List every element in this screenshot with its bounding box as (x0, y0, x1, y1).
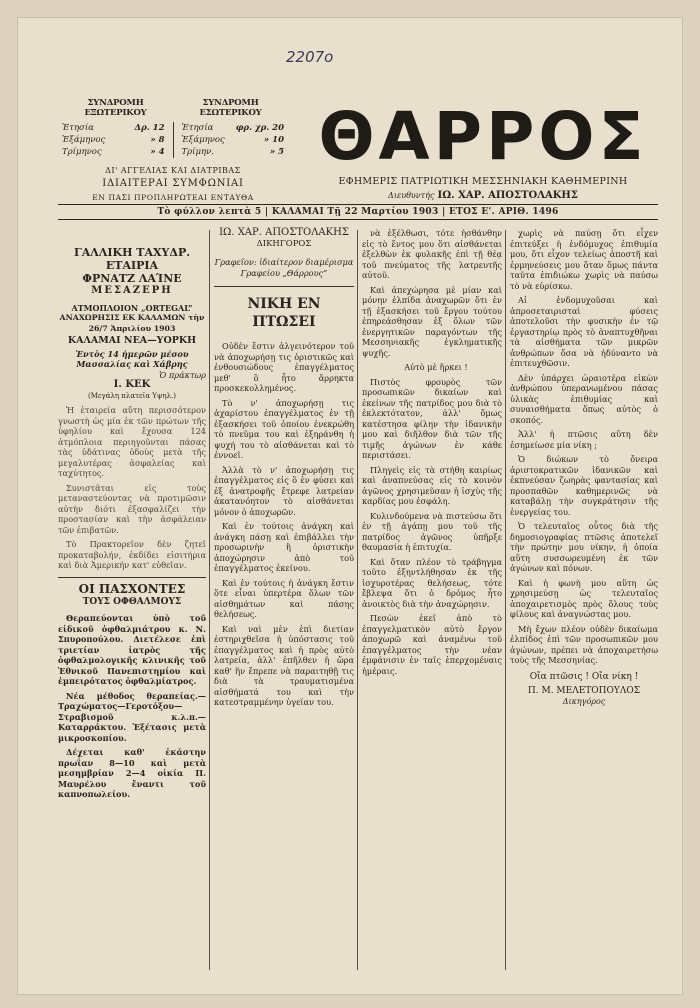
ad-agent: Ι. ΚΕΚ (113, 379, 151, 390)
newspaper-subtitle: ΕΦΗΜΕΡΙΣ ΠΑΤΡΙΩΤΙΚΗ ΜΕΣΣΗΝΙΑΚΗ ΚΑΘΗΜΕΡΙΝΗ (338, 176, 628, 187)
article-paragraph: Αὐτὸ μὲ ἤρκει ! (404, 362, 468, 372)
article-closing: Οἴα πτῶσις ! Οἴα νίκη ! (529, 671, 639, 682)
article-headline: ΝΙΚΗ ΕΝ ΠΤΩΣΕΙ (247, 296, 321, 330)
editor-name: ΙΩ. ΧΑΡ. ΑΠΟΣΤΟΛΑΚΗΣ (437, 190, 578, 201)
ad-title: ΓΑΛΛΙΚΗ ΤΑΧΥΔΡ. ΕΤΑΙΡΙΑ (73, 246, 191, 272)
article-paragraph: Πληγεὶς εἰς τὰ στήθη καιρίως καὶ ἀναπνεύσας εἰς τὸ κοινὸν ἀγῶνος χρησιμεῦσαν ἡ ἰσχὺς τῆς καρδίας μου ἐσφάλη. (362, 464, 502, 506)
article-body: Δέχεται καθ' ἑκάστην πρωΐαν 8—10 καὶ μετὰ μεσημβρίαν 2—4 οἰκία Π. Μαυρέλου ἔναντι τοῦ καπνοπωλείου. (58, 747, 206, 799)
article-body: Νέα μέθοδος θεραπείας.—Τραχώματος—Γεροτόξου—Στραβισμοῦ κ.λ.π.—Καταρράκτου. Ἐξέτασις μετὰ μικροσκοπίου. (58, 690, 206, 743)
column-1 (58, 228, 206, 804)
article-paragraph: Πιστὸς φρουρὸς τῶν προσωπικῶν δικαίων καὶ ἐκείνων τῆς πατρίδος μου διὰ τὸ ἐκλεκτότατον, ἀλλ' ὅμως κατέστησα φίλην τὴν ἰδανικὴν μου καὶ διῆλθον διὰ τῶν τῆς τιμῆς ἀγώνων ἐν κάθε περιστάσει. (362, 376, 502, 460)
article-paragraph: Τὸ ν' ἀποχωρήσῃ τις ἀχαρίστου ἐπαγγέλματος ἐν τῇ ἐξασκήσει τοῦ ὁποίου ἐνεκρώθη τὸ πνεῦμα του καὶ ἐξηράνθη ἡ ψυχή του τὸ αἰσθάνεται καὶ τὸ ἐννοεῖ. (214, 397, 354, 460)
ad-body: Ἡ ἑταιρεία αὕτη περισσότερον γνωστὴ ὡς μία ἐκ τῶν πρώτων τῆς ὑφηλίου καὶ ἔχουσα 124 ἀτμόπλοια περιηγοῦνται πάσας τὰς ὑδάτινας ὁδοὺς μετὰ τῆς μεγαλυτέρας ἀσφαλείας καὶ ταχύτητος. (58, 405, 206, 478)
subscription-rates (58, 122, 288, 158)
subscription-box (58, 98, 288, 202)
article-paragraph: Πεσὼν ἐκεῖ ἀπὸ τὸ ἐπαγγελματικὸν αὐτὸ ἔργον ἀποχωρῶ καὶ ἀναμένω τοῦ ἐπαγγέλματος τὴν νέαν ἐμφάνισιν ἐν ταῖς ἐπερχομέναις ἡμέραις. (362, 613, 502, 676)
article-paragraph: Καὶ ἐν τούτοις ἡ ἀνάγκη ἔστιν ὅτε εἶναι ὑπερτέρα ὅλων τῶν αἰσθημάτων καὶ πάσης θελήσεως. (214, 577, 354, 619)
article-paragraph: Ὁ τελευταῖος οὗτος διὰ τῆς δημοσιογραφίας πτῶσις ἀποτελεῖ τὴν πρώτην μου νίκην, ἡ ὁποία αὕτη συσσωρευμένη ἐκ τῶν ἀγώνων καὶ πόνων. (510, 521, 658, 573)
lawyer-office: Γραφεῖον: ἰδιαίτερον διαμέρισμα Γραφείου „Θάρρους” (214, 257, 354, 278)
article-paragraph: Καὶ ὅταν πλέον τὸ τράβηγμα τοῦτο ἐξηντλήθησαν ἐκ τῆς ἰσχυροτέρας θελήσεως, τότε ἔβλεψα ὅτι ὁ δρόμος ἦτο ἀνοικτὸς διὰ τὴν ἀναχώρησιν. (362, 556, 502, 609)
rate-row: Ἑξάμηνος » 8 (62, 135, 165, 145)
rate-row: Τρίμην. » 5 (181, 147, 284, 157)
article-paragraph: Καὶ ἀπεχώρησα μὲ μίαν καὶ μόνην ἐλπίδα ἀναχωρῶν ὅτι ἐν τῇ ἐξασκήσει τοῦ ἔργου τούτου ἐπηρεάσθησαν ἐξ ὅλων τῶν ἐνεργητικῶν παραγόντων τῆς Μεσσηνιακῆς ἐγκληματικῆς ψυχῆς. (362, 284, 502, 358)
subscription-internal-heading: ΣΥΝΔΡΟΜΗ ΕΣΩΤΕΡΙΚΟΥ (199, 98, 262, 118)
rates-divider (173, 122, 174, 158)
column-4 (510, 228, 658, 707)
article-paragraph: Μὴ ἔχων πλέον οὐδὲν δικαίωμα ἐλπίδος ἐπὶ τῶν προσωπικῶν μου ἀγώνων, πρέπει νὰ ἀποχαιρετήσω τοὺς τῆς Μεσσηνίας. (510, 623, 658, 665)
signature-role: Δικηγόρος (562, 696, 606, 706)
article-paragraph: νὰ ἐξέλθωσι, τότε ἠσθάνθην εἰς τὸ ἔντος μου ὅτι αἰσθάνεται ἐξελθὼν ἐκ φυλακῆς ἐπὶ τῇ θέᾳ τοῦ πνεύματος τῆς λατρευτῆς αὐτοῦ. (362, 228, 502, 280)
rates-internal (178, 122, 289, 158)
article-paragraph: Ὁ διώκων τὸ ὄνειρα ἀριστοκρατικῶν ἰδανικῶν καὶ ἐκπνεύσαν ζωηρὰς φαντασίας καὶ προσπαθῶν καθημερινῶς νὰ καταβάλῃ τὴν συγκράτησιν τῆς ἐνεργείας του. (510, 454, 658, 517)
ad-subtitle: ΜΕΣΑΖΕΡΗ (91, 285, 173, 296)
rate-row: Τρίμηνος » 4 (62, 147, 165, 157)
ad-agent-label: Ὁ πράκτωρ (159, 369, 206, 380)
article-title: ΟΙ ΠΑΣΧΟΝΤΕΣ (78, 581, 186, 596)
article-paragraph: Δὲν ὑπάρχει ὡραιοτέρα εἰκὼν ἀνθρώπου ὑπερανωμένου πάσας ὑλικὰς ἐπιθυμίας καὶ συναισθήματα ὅπως αὐτὸς ὁ σκοπός. (510, 372, 658, 425)
rates-external (58, 122, 169, 158)
ad-body: Τὸ Πρακτορεῖον δὲν ζητεῖ προκαταβολήν, ἐκδίδει εἰσιτήρια καὶ διὰ Ἀμερικήν κατ' εὐθεῖαν. (58, 539, 206, 570)
ads-notice: ΔΙ' ΑΓΓΕΛΙΑΣ ΚΑΙ ΔΙΑΤΡΙΒΑΣ ΙΔΙΑΙΤΕΡΑΙ ΣΥΜΦΩΝΙΑΙ ΕΝ ΠΑΣΙ ΠΡΟΠΛΗΡΩΤΕΑΙ ΕΝΤΑΥΘΑ (92, 166, 254, 202)
article-paragraph: Καὶ ναὶ μὲν ἐπὶ διετίαν ἐστηριχθεῖσα ἡ ὑπόστασις τοῦ ἐπαγγέλματος καὶ ἡ πρὸς αὐτὸ λατρεία, ἀλλ' ἐπῆλθεν ἡ ὥρα καθ' ἣν ἔπρεπε νὰ παραιτηθῇ τις διὰ τὰ τραυματισμένα αἰσθήματά του καὶ τὴν κατεστραμμένην ὑγείαν του. (214, 623, 354, 707)
article-paragraph: Καὶ ἐν τούτοις ἀνάγκη καὶ ἀνάγκη πάσῃ καὶ ἐπιβάλλει τὴν προσωρινὴν ἢ ὁριστικὴν ἀποχώρησιν ἀπὸ τοῦ ἐπαγγέλματος ἐκείνου. (214, 521, 354, 573)
column-3 (362, 228, 502, 680)
dateline: Τὸ φύλλον λεπτὰ 5 | ΚΑΛΑΜΑΙ Τῇ 22 Μαρτίου 1903 | ΕΤΟΣ Ε'. ΑΡΙΘ. 1496 (58, 204, 658, 220)
ad-departure: ΑΝΑΧΩΡΗΣΙΣ ΕΚ ΚΑΛΑΜΩΝ τὴν 26/7 Ἀπριλίου 1903 (59, 313, 205, 333)
article-paragraph: Καὶ ἡ φωνὴ μου αὕτη ὡς χρησιμεύσῃ ὡς τελευταῖος ἀποχαιρετισμὸς πρὸς ὅλους τοὺς φίλους καὶ ἀναγνώστας μου. (510, 577, 658, 619)
rate-row: Ἐτησία Δρ. 12 (62, 123, 165, 133)
article-paragraph: Ἀλλ' ἡ πτῶσις αὕτη δὲν ἐσημείωσε μία νίκη ; (510, 429, 658, 450)
column-rule (209, 230, 210, 970)
article-subtitle: ΤΟΥΣ ΟΦΘΑΛΜΟΥΣ (82, 596, 182, 607)
article-paragraph: Αἱ ἐνδομυχοῦσαι καὶ ἀπροσεταιρισταὶ φύσεις ἀποτελοῦσι τὴν φυσικὴν ἐν τῷ ἐργαστηρίῳ πρὸς τὸ ἀναπτυχθῆναι τὰ αἰσθήματα τῶν μικρῶν ἀνθρώπων ὅσα νὰ ἠδύναντο νὰ ἐπιτευχθῶσιν. (510, 295, 658, 368)
rate-row: Ἐτησία φρ. χρ. 20 (181, 123, 284, 133)
ad-via: Ἐντὸς 14 ἡμερῶν μέσου Μασσαλίας καὶ Χάβρης (75, 348, 189, 369)
column-rule (505, 230, 506, 970)
newspaper-page (18, 18, 682, 994)
rate-row: Ἑξάμηνος » 10 (181, 135, 284, 145)
subscription-external-heading: ΣΥΝΔΡΟΜΗ ΕΞΩΤΕΡΙΚΟΥ (84, 98, 147, 118)
editor-line (308, 190, 658, 201)
ad-body: Συνιστᾶται εἰς τοὺς μεταναστεύοντας νὰ προτιμῶσιν αὐτὴν διότι ἐξασφαλίζει τὴν προστασίαν καὶ τὴν ἀσφάλειαν τῶν ἐπιβατῶν. (58, 482, 206, 535)
article-paragraph: Οὐδὲν ἔστιν ἀλγεινότερον τοῦ νὰ ἀποχωρήσῃ τις ὁριστικῶς καὶ ἐνθουσιώδους ἐπαγγέλματος μεθ' ὃ ἦτο ἄρρηκτα προσκεκολλημένος. (214, 341, 354, 393)
article-paragraph: χωρὶς νὰ παύσῃ ὅτι εἶχεν ἐπιτεύξει ἡ ἐνδόμυχος ἐπιθυμία μου, ὅτι εἶχον τελείως ἀποστῆ καὶ ἐρμηνεύσεις μου ὅταν ὅμως πάντα ταῦτα ἐπιδιώκω χωρὶς νὰ παύσω τὸ νὰ εὑρίσκω. (510, 228, 658, 291)
ad-agent-note: (Μεγάλη πλατεῖα Υψηλ.) (88, 391, 176, 400)
column-rule (357, 230, 358, 970)
article-paragraph: Ἀλλὰ τὸ ν' ἀποχωρήσῃ τις ἐπαγγέλματος εἰς ὃ ἐν φύσει καὶ ἐξ ἀνατροφῆς ἔτρεφε λατρείαν ἀκατανόητον τὸ αἰσθάνεται μόνον ὁ ἀποχωρῶν. (214, 464, 354, 517)
editor-label: Διευθυντής (388, 191, 435, 200)
ad-ship: ΑΤΜΟΠΛΟΙΟΝ „ORTEGAL” (71, 302, 193, 313)
lawyer-title: ΔΙΚΗΓΟΡΟΣ (256, 238, 312, 249)
handwritten-archive-number: 2207ο (286, 48, 334, 66)
column-2 (214, 228, 354, 712)
article-body: Θεραπεύονται ὑπὸ τοῦ εἰδικοῦ ὀφθαλμιάτρου κ. Ν. Σπυροπούλου. Διετέλεσε ἐπὶ τριετίαν ἰατρὸς τῆς ὀφθαλμολογικῆς κλινικῆς τοῦ Ἐθνικοῦ Πανεπιστημίου καὶ ἐμπειρότατος ὀφθαλμίατρος. (58, 613, 206, 686)
article-signature: Π. Μ. ΜΕΛΕΤΟΠΟΥΛΟΣ (527, 686, 641, 696)
lawyer-name: ΙΩ. ΧΑΡ. ΑΠΟΣΤΟΛΑΚΗΣ (219, 227, 349, 238)
ad-company: ΦΡΝΑΤΖ ΛΑΊΝΕ (82, 272, 182, 285)
newspaper-title: ΘΑΡΡΟΣ (318, 98, 648, 175)
ad-route: ΚΑΛΑΜΑΙ ΝΕΑ—ΥΟΡΚΗ (67, 335, 197, 346)
article-paragraph: Κυλινδούμενα νὰ πιστεύσω ὅτι ἐν τῇ ἀγάπῃ μου τοῦ τῆς πατρίδος ἀγῶνος ὑπῆρξε θαυμασία ἡ ἐπιτυχία. (362, 510, 502, 552)
